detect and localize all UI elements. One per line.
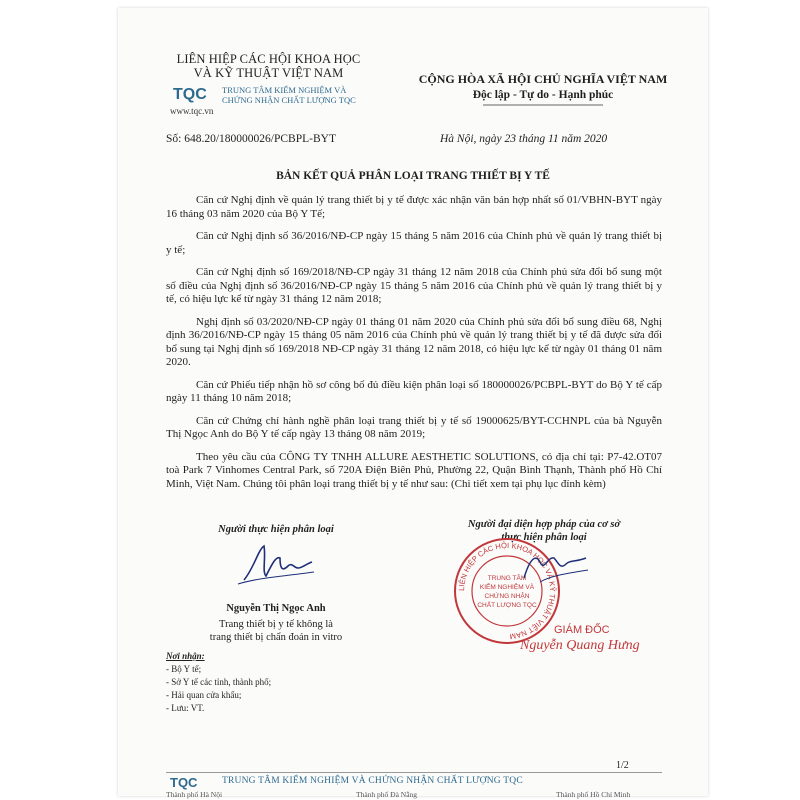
director-title: GIÁM ĐỐC [554, 624, 610, 636]
paragraph: Căn cứ Nghị định về quản lý trang thiết bị y tế được xác nhận văn bản hợp nhất số 01/VBHN-BYT ngày 16 tháng 03 năm 2020 của Bộ Y Tế; [166, 194, 662, 220]
recipient-item: - Hải quan cửa khẩu; [166, 690, 242, 700]
representative-role-1: Người đại diện hợp pháp của cơ sở [467, 519, 621, 530]
page-number: 1/2 [616, 760, 629, 771]
center-line-2: CHỨNG NHẬN CHẤT LƯỢNG TQC [222, 95, 356, 105]
footer-title: TRUNG TÂM KIỂM NGHIỆM VÀ CHỨNG NHẬN CHẤT LƯỢNG TQC [222, 776, 523, 786]
tqc-logo-icon [172, 82, 210, 102]
paragraph: Căn cứ Nghị định số 169/2018/NĐ-CP ngày 31 tháng 12 năm 2018 của Chính phủ sửa đổi bổ sung một số điều của Nghị định số 36/2016/NĐ-CP ngày 15 tháng 5 năm 2016 của Chính phủ về quản lý trang thiết bị y tế, có hiệu lực kể từ ngày 31 tháng 12 năm 2018; [166, 266, 662, 305]
paragraph: Căn cứ Chứng chỉ hành nghề phân loại trang thiết bị y tế số 19000625/BYT-CCHNPL của bà Nguyễn Thị Ngọc Anh do Bộ Y tế cấp ngày 13 tháng 08 năm 2019; [166, 414, 662, 440]
classification-note [166, 618, 386, 644]
recipient-item: - Lưu: VT. [166, 703, 205, 713]
stamp-ring-text: LIÊN HIỆP CÁC HỘI KHOA HỌC VÀ KỸ THUẬT VIỆT NAM [456, 540, 558, 642]
recipient-item: - Sở Y tế các tỉnh, thành phố; [166, 677, 272, 687]
stamp-center-line: CHỨNG NHẬN [484, 593, 530, 600]
website-link[interactable]: www.tqc.vn [170, 106, 214, 116]
org-line-2: VÀ KỸ THUẬT VIỆT NAM [193, 66, 344, 80]
footer-city: Thành phố Đà Nẵng [356, 790, 418, 799]
motto-underline [483, 103, 603, 107]
footer-logo-icon [170, 774, 210, 790]
footer-city: Thành phố Hà Nội [166, 790, 223, 799]
stamp-center-line: KIỂM NGHIỆM VÀ [479, 584, 535, 591]
director-signature-icon [520, 548, 590, 588]
footer-city: Thành phố Hồ Chí Minh [556, 790, 631, 799]
footer-divider [166, 772, 662, 773]
logo-text: TQC [173, 86, 207, 103]
classifier-name: Nguyễn Thị Ngọc Anh [226, 603, 326, 614]
footer-logo-text: TQC [170, 775, 198, 790]
org-line-1: LIÊN HIỆP CÁC HỘI KHOA HỌC [176, 52, 361, 66]
recipients-heading: Nơi nhận: [166, 651, 205, 661]
document-number: Số: 648.20/180000026/PCBPL-BYT [166, 133, 336, 145]
logo-row [166, 82, 371, 116]
stamp-center-line: TRUNG TÂM [487, 575, 527, 582]
classifier-role: Người thực hiện phân loại [218, 524, 334, 535]
recipient-item: - Bộ Y tế; [166, 664, 202, 674]
paragraph: Nghị định số 03/2020/NĐ-CP ngày 01 tháng 01 năm 2020 của Chính phủ sửa đổi bổ sung điều 68, Nghị định 36/2016/NĐ-CP ngày 15 tháng 05 năm 2016 của Chính phủ về quản lý trang thiết bị y tế đã được sửa đổi bổ sung tại Nghị định số 169/2018 NĐ-CP ngày 31 tháng 12 năm 2018, có hiệu lực kể từ ngày 01 tháng 01 năm 2020. [166, 315, 662, 368]
representative-role-2: thực hiện phân loại [501, 532, 587, 543]
paragraph: Căn cứ Nghị định số 36/2016/NĐ-CP ngày 15 tháng 5 năm 2016 của Chính phủ về quản lý trang thiết bị y tế; [166, 230, 662, 256]
document-title: BẢN KẾT QUẢ PHÂN LOẠI TRANG THIẾT BỊ Y TẾ [276, 170, 550, 182]
recipients [166, 650, 271, 715]
motto: Độc lập - Tự do - Hạnh phúc [472, 89, 614, 101]
note-line-2: trang thiết bị chẩn đoán in vitro [209, 632, 343, 643]
nation-title: CỘNG HÒA XÃ HỘI CHỦ NGHĨA VIỆT NAM [418, 72, 668, 86]
national-header [408, 72, 678, 107]
document-page [118, 8, 708, 799]
paragraph: Căn cứ Phiếu tiếp nhận hồ sơ công bố đủ điều kiện phân loại số 180000026/PCBPL-BYT do Bộ Y tế cấp ngày 11 tháng 10 năm 2018; [166, 378, 662, 404]
paragraph: Theo yêu cầu của CÔNG TY TNHH ALLURE AESTHETIC SOLUTIONS, có địa chỉ tại: P7-42.OT07 toà Park 7 Vinhomes Central Park, số 720A Điện Biên Phủ, Phường 22, Quận Bình Thạnh, Thành phố Hồ Chí Minh, Việt Nam. Chúng tôi phân loại trang thiết bị y tế như sau: (Chi tiết xem tại phụ lục đính kèm) [166, 450, 662, 490]
issuer-header [166, 52, 371, 116]
stamp-center-line: CHẤT LƯỢNG TQC [477, 602, 537, 609]
note-line-1: Trang thiết bị y tế không là [219, 619, 333, 630]
center-line-1: TRUNG TÂM KIỂM NGHIỆM VÀ [222, 85, 347, 95]
document-date: Hà Nội, ngày 23 tháng 11 năm 2020 [440, 133, 608, 145]
director-name: Nguyễn Quang Hưng [520, 638, 640, 653]
document-body [166, 194, 662, 500]
handwritten-signature-icon [236, 538, 316, 588]
center-name [222, 85, 382, 105]
